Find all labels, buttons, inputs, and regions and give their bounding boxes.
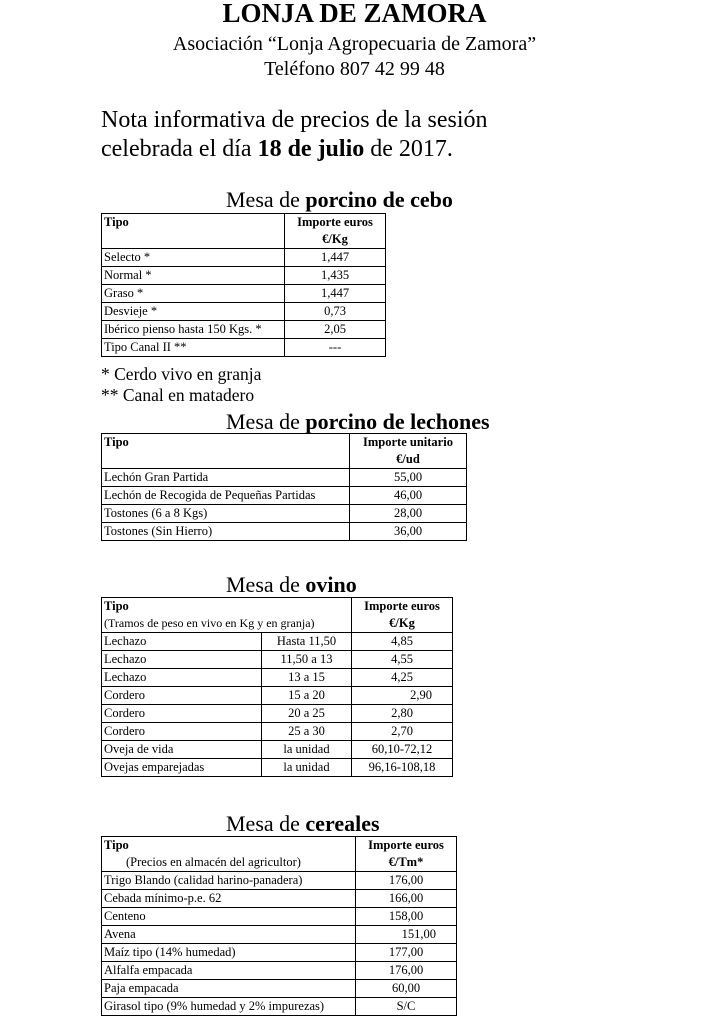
- section-title-cebo: [226, 187, 453, 213]
- cell-tipo: Lechazo: [102, 669, 262, 687]
- cell-precio: 60,00: [356, 980, 457, 998]
- col-header-importe-line1: Importe unitario: [363, 435, 453, 449]
- cell-tipo: Lechazo: [102, 651, 262, 669]
- cell-tipo: Paja empacada: [102, 980, 356, 998]
- cell-tipo: Tostones (Sin Hierro): [102, 523, 350, 541]
- cell-precio: 1,435: [285, 267, 386, 285]
- cell-precio: 166,00: [356, 890, 457, 908]
- cell-precio: 158,00: [356, 908, 457, 926]
- section-title-prefix: Mesa de: [226, 811, 306, 836]
- session-note: [101, 106, 488, 164]
- cell-precio: 36,00: [350, 523, 467, 541]
- col-header-importe: [285, 214, 386, 249]
- table-row: [102, 505, 467, 523]
- cell-tipo: Tipo Canal II **: [102, 339, 285, 357]
- cell-precio: 176,00: [356, 962, 457, 980]
- table-header-row: [102, 434, 467, 469]
- cell-tipo: Girasol tipo (9% humedad y 2% impurezas): [102, 998, 356, 1016]
- cell-precio: 46,00: [350, 487, 467, 505]
- col-header-importe: [350, 434, 467, 469]
- cell-tramo: la unidad: [262, 759, 352, 777]
- table-row: [102, 741, 453, 759]
- col-header-tipo: Tipo: [102, 214, 285, 249]
- section-title-bold: cereales: [305, 811, 380, 836]
- cell-tipo: Oveja de vida: [102, 741, 262, 759]
- cell-tipo: Cordero: [102, 705, 262, 723]
- table-row: [102, 285, 386, 303]
- table-ovino: [101, 597, 453, 777]
- col-header-tipo: [102, 837, 356, 872]
- table-row: [102, 669, 453, 687]
- cell-precio: 151,00: [356, 926, 457, 944]
- col-header-tipo: Tipo: [102, 434, 350, 469]
- table-row: [102, 872, 457, 890]
- section-title-bold: ovino: [305, 572, 357, 597]
- session-note-line2: [101, 135, 488, 164]
- table-row: [102, 303, 386, 321]
- cell-precio: 1,447: [285, 285, 386, 303]
- table-header-row: [102, 214, 386, 249]
- session-note-line1: Nota informativa de precios de la sesión: [101, 107, 488, 133]
- cell-tipo: Cordero: [102, 687, 262, 705]
- session-date: 18 de julio: [257, 136, 365, 162]
- cell-precio: 177,00: [356, 944, 457, 962]
- col-header-tipo: [102, 598, 352, 633]
- section-title-lechones: [226, 409, 490, 435]
- table-lechones: [101, 433, 467, 541]
- cell-precio: ---: [285, 339, 386, 357]
- cell-tramo: la unidad: [262, 741, 352, 759]
- cell-tipo: Avena: [102, 926, 356, 944]
- table-row: [102, 651, 453, 669]
- section-title-prefix: Mesa de: [226, 409, 306, 434]
- col-header-importe: [352, 598, 453, 633]
- cell-precio: 1,447: [285, 249, 386, 267]
- cell-tipo: Trigo Blando (calidad harino-panadera): [102, 872, 356, 890]
- col-header-tipo-sub: (Tramos de peso en vivo en Kg y en granja): [104, 616, 315, 630]
- cell-precio: 2,90: [352, 687, 453, 705]
- table-row: [102, 926, 457, 944]
- cell-tipo: Lechón Gran Partida: [102, 469, 350, 487]
- table-row: [102, 723, 453, 741]
- table-header-row: [102, 837, 457, 872]
- section-title-prefix: Mesa de: [226, 187, 306, 212]
- cell-tramo: 11,50 a 13: [262, 651, 352, 669]
- col-header-tipo-label: Tipo: [104, 599, 129, 613]
- table-row: [102, 687, 453, 705]
- table-row: [102, 321, 386, 339]
- cell-tipo: Lechazo: [102, 633, 262, 651]
- association-name: Asociación “Lonja Agropecuaria de Zamora”: [172, 33, 537, 55]
- cell-precio: 55,00: [350, 469, 467, 487]
- phone-number: Teléfono 807 42 99 48: [264, 58, 445, 80]
- table-row: [102, 469, 467, 487]
- cell-tipo: Lechón de Recogida de Pequeñas Partidas: [102, 487, 350, 505]
- section-title-prefix: Mesa de: [226, 572, 306, 597]
- cell-precio: 2,70: [352, 723, 453, 741]
- session-note-prefix: celebrada el día: [101, 136, 258, 162]
- table-row: [102, 998, 457, 1016]
- page-title: LONJA DE ZAMORA: [222, 0, 487, 28]
- cell-tipo: Alfalfa empacada: [102, 962, 356, 980]
- section-title-ovino: [226, 572, 357, 598]
- cell-tipo: Cebada mínimo-p.e. 62: [102, 890, 356, 908]
- table-row: [102, 944, 457, 962]
- section-title-cereales: [226, 811, 380, 837]
- cell-tipo: Graso *: [102, 285, 285, 303]
- col-header-importe-line1: Importe euros: [364, 599, 440, 613]
- cell-precio: 2,80: [352, 705, 453, 723]
- cell-precio: 176,00: [356, 872, 457, 890]
- col-header-importe-line2: €/Kg: [322, 232, 348, 246]
- cell-tramo: Hasta 11,50: [262, 633, 352, 651]
- cell-tipo: Cordero: [102, 723, 262, 741]
- cell-tramo: 15 a 20: [262, 687, 352, 705]
- cell-tipo: Ovejas emparejadas: [102, 759, 262, 777]
- cell-tipo: Tostones (6 a 8 Kgs): [102, 505, 350, 523]
- table-row: [102, 523, 467, 541]
- table-row: [102, 267, 386, 285]
- cell-tramo: 13 a 15: [262, 669, 352, 687]
- table-row: [102, 980, 457, 998]
- cell-precio: 96,16-108,18: [352, 759, 453, 777]
- footnote-cerdo-vivo: * Cerdo vivo en granja: [101, 364, 262, 384]
- table-row: [102, 339, 386, 357]
- cell-precio: S/C: [356, 998, 457, 1016]
- table-row: [102, 633, 453, 651]
- table-header-row: [102, 598, 453, 633]
- section-title-bold: porcino de lechones: [305, 409, 490, 434]
- section-title-bold: porcino de cebo: [305, 187, 453, 212]
- col-header-tipo-sub: (Precios en almacén del agricultor): [126, 855, 301, 869]
- table-row: [102, 759, 453, 777]
- cell-precio: 0,73: [285, 303, 386, 321]
- cell-tipo: Selecto *: [102, 249, 285, 267]
- col-header-importe: [356, 837, 457, 872]
- cell-precio: 2,05: [285, 321, 386, 339]
- col-header-importe-line2: €/Tm*: [388, 855, 424, 869]
- table-row: [102, 962, 457, 980]
- cell-precio: 28,00: [350, 505, 467, 523]
- table-cereales: [101, 836, 457, 1016]
- cell-tramo: 20 a 25: [262, 705, 352, 723]
- col-header-importe-line1: Importe euros: [297, 215, 373, 229]
- cell-tipo: Normal *: [102, 267, 285, 285]
- cell-precio: 4,85: [352, 633, 453, 651]
- cell-tipo: Ibérico pienso hasta 150 Kgs. *: [102, 321, 285, 339]
- cell-precio: 4,55: [352, 651, 453, 669]
- table-cebo: [101, 213, 386, 357]
- table-row: [102, 890, 457, 908]
- cell-tipo: Maíz tipo (14% humedad): [102, 944, 356, 962]
- cell-tipo: Desvieje *: [102, 303, 285, 321]
- cell-tipo: Centeno: [102, 908, 356, 926]
- col-header-importe-line1: Importe euros: [368, 838, 444, 852]
- cell-tramo: 25 a 30: [262, 723, 352, 741]
- table-row: [102, 908, 457, 926]
- col-header-importe-line2: €/ud: [396, 452, 420, 466]
- table-row: [102, 249, 386, 267]
- col-header-importe-line2: €/Kg: [389, 616, 415, 630]
- table-row: [102, 487, 467, 505]
- cell-precio: 60,10-72,12: [352, 741, 453, 759]
- col-header-tipo-label: Tipo: [104, 838, 129, 852]
- session-note-suffix: de 2017.: [364, 136, 453, 162]
- footnote-canal: ** Canal en matadero: [101, 385, 255, 405]
- table-row: [102, 705, 453, 723]
- cell-precio: 4,25: [352, 669, 453, 687]
